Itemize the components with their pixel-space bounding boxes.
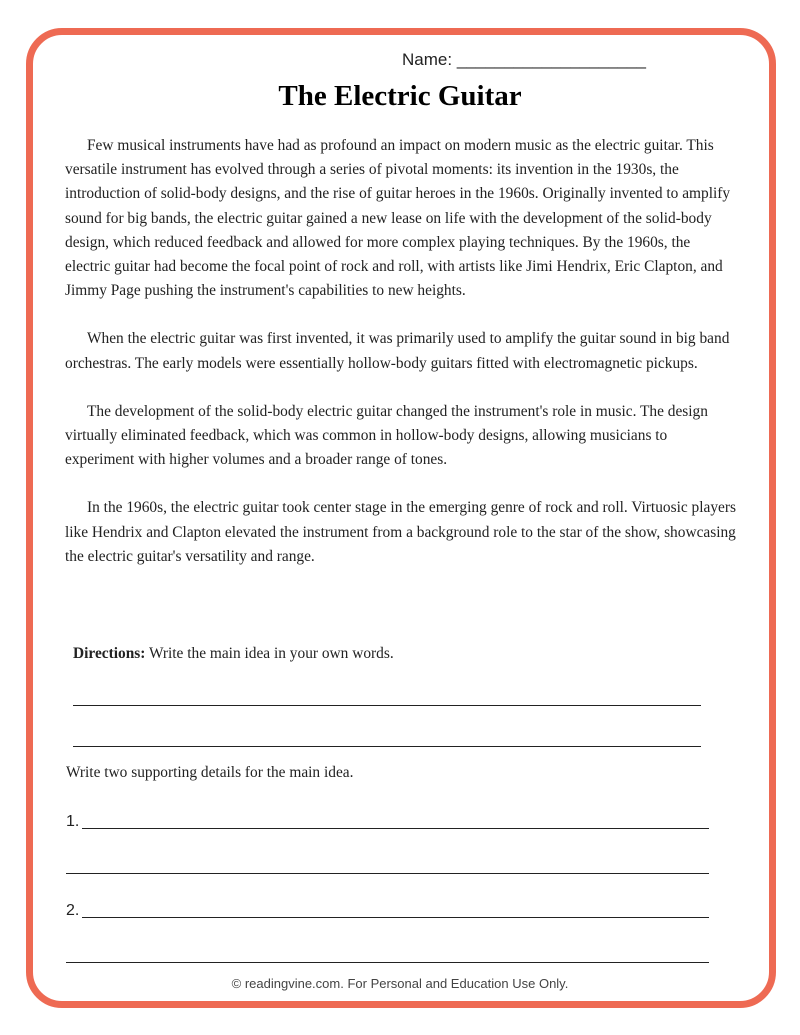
directions [73,645,394,663]
supporting-details-prompt: Write two supporting details for the main idea. [66,764,354,781]
directions-text: Write the main idea in your own words. [145,645,394,662]
main-idea-answer-line-2[interactable] [73,746,701,747]
passage-paragraph-2: When the electric guitar was first invented, it was primarily used to amplify the guitar sound in big band orchestras. The early models were essentially hollow-body guitars fitted with electromagnetic pickups. [65,330,730,372]
passage-paragraph-1: Few musical instruments have had as profound an impact on modern music as the electric guitar. This versatile instrument has evolved through a series of pivotal moments: its invention in the 1930s, the introduction of solid-body designs, and the rise of guitar heroes in the 1960s. Originally invented to amplify sound for big bands, the electric guitar gained a new lease on life with the development of the solid-body design, which reduced feedback and allowed for more complex playing techniques. By the 1960s, the electric guitar had become the focal point of rock and roll, with artists like Jimi Hendrix, Eric Clapton, and Jimmy Page pushing the instrument's capabilities to new heights. [65,137,731,300]
passage-paragraph-4: In the 1960s, the electric guitar took center stage in the emerging genre of rock and roll. Virtuosic players like Hendrix and Clapton elevated the instrument from a background role to the star of the show, showcasing the electric guitar's versatility and range. [65,499,736,565]
passage-paragraph-3: The development of the solid-body electric guitar changed the instrument's role in music. The design virtually eliminated feedback, which was common in hollow-body designs, allowing musicians to experiment with higher volumes and a broader range of tones. [65,402,708,469]
main-idea-answer-line-1[interactable] [73,705,701,706]
name-label: Name: [402,50,453,69]
detail-2-answer-line-2[interactable] [66,962,709,963]
directions-label: Directions: [73,645,146,662]
name-field[interactable] [402,50,732,70]
copyright-footer: © readingvine.com. For Personal and Education Use Only. [231,976,569,991]
worksheet-title: The Electric Guitar [278,80,522,112]
detail-number-2: 2. [66,902,80,919]
reading-passage [65,134,737,593]
detail-number-1: 1. [66,813,80,830]
detail-1-answer-line-2[interactable] [66,873,709,874]
name-blank: ____________________ [456,50,646,69]
detail-1-answer-line-1[interactable] [82,828,709,829]
detail-2-answer-line-1[interactable] [82,917,709,918]
